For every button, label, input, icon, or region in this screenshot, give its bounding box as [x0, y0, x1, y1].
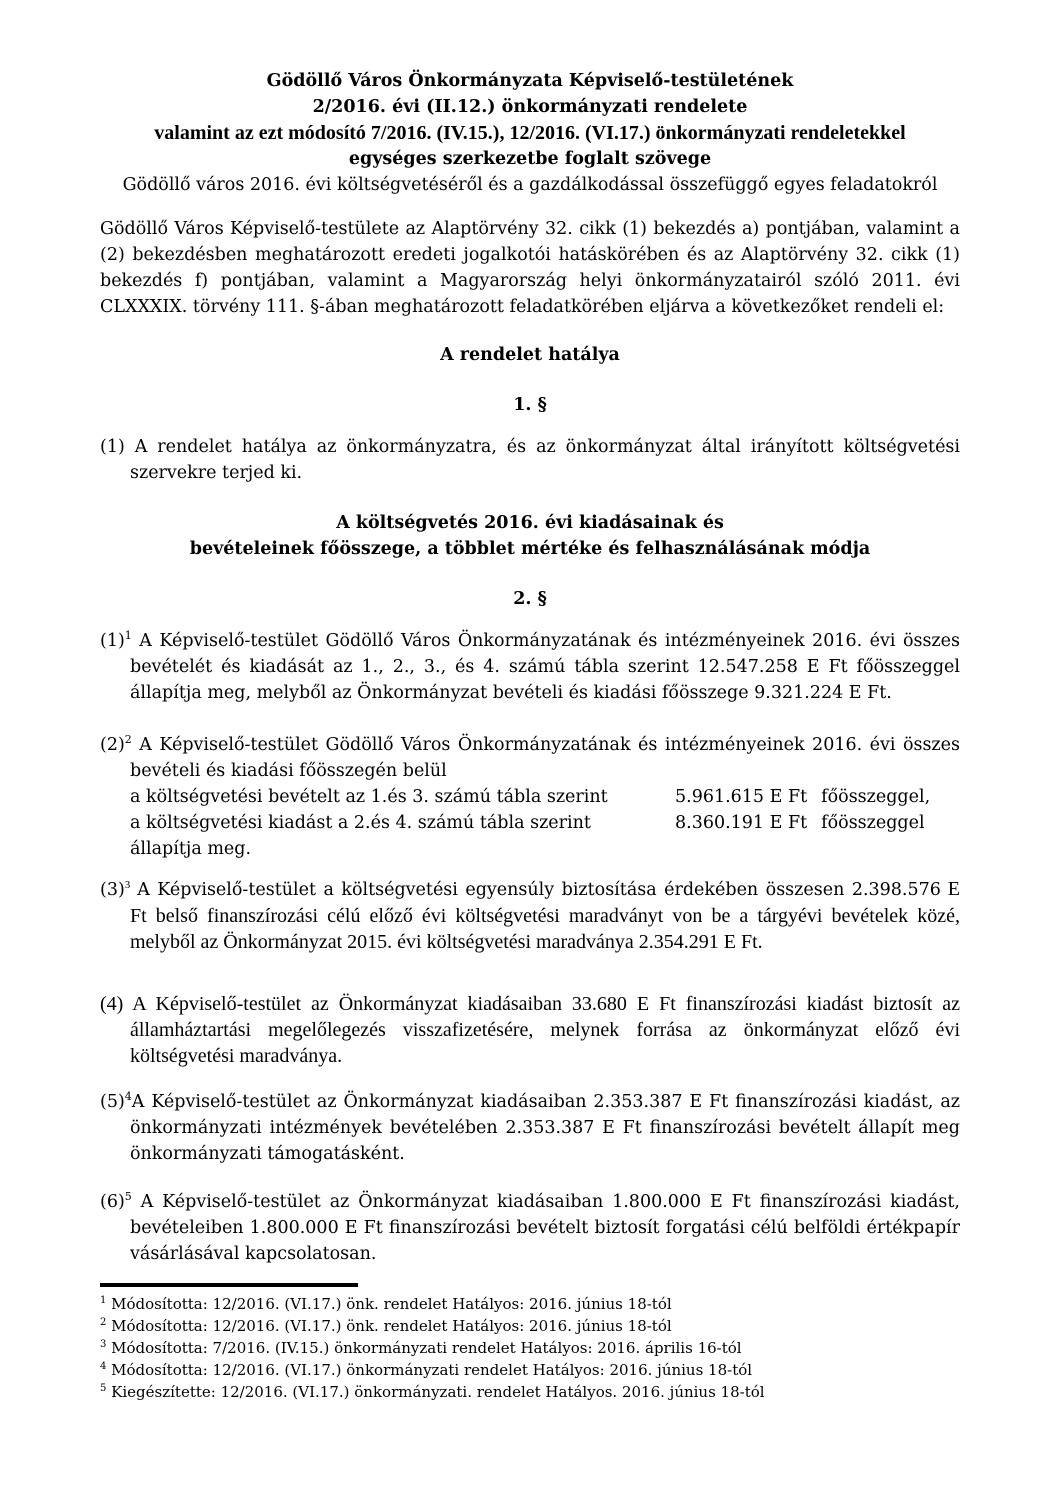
footnote-ref-3: 3 — [124, 879, 131, 891]
section1-paragraph-1 — [100, 434, 960, 486]
intro-paragraph: Gödöllő Város Képviselő-testülete az Alaptörvény 32. cikk (1) bekezdés a) pontjában, valamint a (2) bekezdésben meghatározott eredeti jogalkotói hatáskörében és az Alaptörvény 32. cikk (1) bekezdés f) pontjában, valamint a Magyarország helyi önkormányzatairól szóló 2011. évi CLXXXIX. törvény 111. §-ában meghatározott feladatkörében eljárva a következőket rendeli el: — [100, 219, 960, 317]
footnote-ref-1: 1 — [124, 629, 132, 642]
section1-heading: A rendelet hatálya — [440, 345, 620, 365]
footnote-separator — [100, 1283, 358, 1287]
paragraph-marker: (4) — [100, 993, 124, 1015]
paragraph-text-emphasized: A Képviselő-testület a költségvetési egyensúly biztosítása érdekében összesen 2.398.576 — [137, 880, 941, 900]
paragraph-marker: (2) — [100, 735, 125, 755]
footnote-ref-2: 2 — [124, 733, 132, 746]
paragraph-text: A Képviselő-testület Gödöllő Város Önkormányzatának és intézményeinek 2016. évi összes bevételi és kiadási főösszegén belül — [130, 735, 960, 781]
budget-row-suffix: főösszeggel — [821, 813, 925, 833]
section2-heading-line-2: bevételeinek főösszege, a többlet mértéke és felhasználásának módja — [189, 539, 871, 559]
paragraph-text: A Képviselő-testület az Önkormányzat kiadásaiban 2.353.387 E Ft finanszírozási kiadást, az önkormányzati intézmények bevételében 2.353.387 E Ft finanszírozási bevételt állapít meg önkormányzati támogatásként. — [130, 1092, 960, 1164]
budget-row-label: a költségvetési bevételt az 1.és 3. számú tábla szerint — [130, 787, 608, 807]
title-line-1: Gödöllő Város Önkormányzata Képviselő-testületének — [266, 71, 794, 91]
footnote-2 — [100, 1315, 960, 1337]
footnote-3 — [100, 1337, 960, 1359]
budget-row-expenditure — [100, 810, 960, 836]
footnote-text: Kiegészítette: 12/2016. (VI.17.) önkormányzati. rendelet Hatályos. 2016. június 18-tól — [111, 1383, 765, 1401]
paragraph-marker: (1) — [100, 437, 125, 457]
section2-heading — [100, 510, 960, 562]
budget-row-amount: 8.360.191 E Ft — [675, 813, 808, 833]
paragraph-lead — [100, 732, 960, 784]
document-title — [100, 68, 960, 198]
footnote-text: Módosította: 12/2016. (VI.17.) önk. rendelet Hatályos: 2016. június 18-tól — [111, 1317, 672, 1335]
budget-row-label: a költségvetési kiadást a 2.és 4. számú tábla szerint — [130, 813, 591, 833]
paragraph-text: A rendelet hatálya az önkormányzatra, és az önkormányzat által irányított költségvetési szervekre terjed ki. — [130, 437, 960, 483]
footnote-text: Módosította: 12/2016. (VI.17.) önk. rendelet Hatályos: 2016. június 18-tól — [111, 1295, 672, 1313]
footnote-number: 4 — [100, 1361, 107, 1372]
footnote-ref-5: 5 — [124, 1190, 132, 1203]
budget-row-revenue — [100, 784, 960, 810]
paragraph-text: A Képviselő-testület Gödöllő Város Önkormányzatának és intézményeinek 2016. évi összes bevételét és kiadását az 1., 2., 3., és 4. számú tábla szerint 12.547.258 E Ft főösszeggel állapítja meg, melyből az Önkormányzat bevételi és kiadási főösszege 9.321.224 E Ft. — [130, 631, 960, 703]
footnotes — [100, 1283, 960, 1403]
section2-heading-line-1: A költségvetés 2016. évi kiadásainak és — [336, 513, 724, 533]
footnote-number: 5 — [100, 1383, 107, 1394]
footnote-1 — [100, 1293, 960, 1315]
paragraph-marker: (6) — [100, 1192, 125, 1212]
footnote-number: 2 — [100, 1317, 107, 1328]
section2-paragraph-4 — [100, 991, 960, 1069]
budget-row-amount: 5.961.615 E Ft — [675, 787, 808, 807]
title-line-2: 2/2016. évi (II.12.) önkormányzati rendelete — [312, 97, 748, 117]
footnote-text: Módosította: 12/2016. (VI.17.) önkormányzati rendelet Hatályos: 2016. június 18-tól — [111, 1361, 753, 1379]
footnote-number: 1 — [100, 1295, 107, 1306]
footnote-number: 3 — [100, 1339, 107, 1350]
section2-paragraph-1 — [100, 628, 960, 706]
footnote-text: Módosította: 7/2016. (IV.15.) önkormányzati rendelet Hatályos: 2016. április 16-tól — [111, 1339, 742, 1357]
footnote-5 — [100, 1381, 960, 1403]
section2-paragraph-3 — [100, 876, 960, 955]
section2-number: 2. § — [513, 589, 547, 609]
paragraph-marker: (1) — [100, 631, 125, 651]
footnote-ref-4: 4 — [124, 1090, 132, 1103]
title-subtitle: Gödöllő város 2016. évi költségvetéséről és a gazdálkodással összefüggő egyes feladatokról — [122, 175, 938, 195]
paragraph-text: E Ft belső finanszírozási célú előző évi költségvetési maradványt von be a tárgyévi bevételek közé, melyből az Önkormányzat 2015. évi költségvetési maradványa 2.354.291 E Ft. — [130, 878, 961, 953]
title-line-3: valamint az ezt módosító 7/2016. (IV.15.), 12/2016. (VI.17.) önkormányzati rendeletekkel — [154, 122, 906, 144]
paragraph-tail: állapítja meg. — [130, 839, 252, 859]
section2-paragraph-5 — [100, 1089, 960, 1167]
title-line-4: egységes szerkezetbe foglalt szövege — [348, 149, 712, 169]
paragraph-marker: (3) — [100, 880, 125, 900]
footnote-4 — [100, 1359, 960, 1381]
paragraph-text: A Képviselő-testület az Önkormányzat kiadásaiban 1.800.000 E Ft finanszírozási kiadást, bevételeiben 1.800.000 E Ft finanszírozási bevételt biztosít forgatási célú belföldi értékpapír vásárlásával kapcsolatosan. — [130, 1192, 960, 1264]
paragraph-marker: (5) — [100, 1092, 125, 1112]
section1-number: 1. § — [513, 395, 547, 415]
section2-paragraph-2 — [100, 732, 960, 862]
budget-row-suffix: főösszeggel, — [821, 787, 931, 807]
paragraph-text: A Képviselő-testület az Önkormányzat kiadásaiban 33.680 E Ft finanszírozási kiadást biztosít az államháztartási megelőlegezés visszafizetésére, melynek forrása az önkormányzat előző évi költségvetési maradványa. — [130, 993, 960, 1067]
section2-paragraph-6 — [100, 1189, 960, 1267]
